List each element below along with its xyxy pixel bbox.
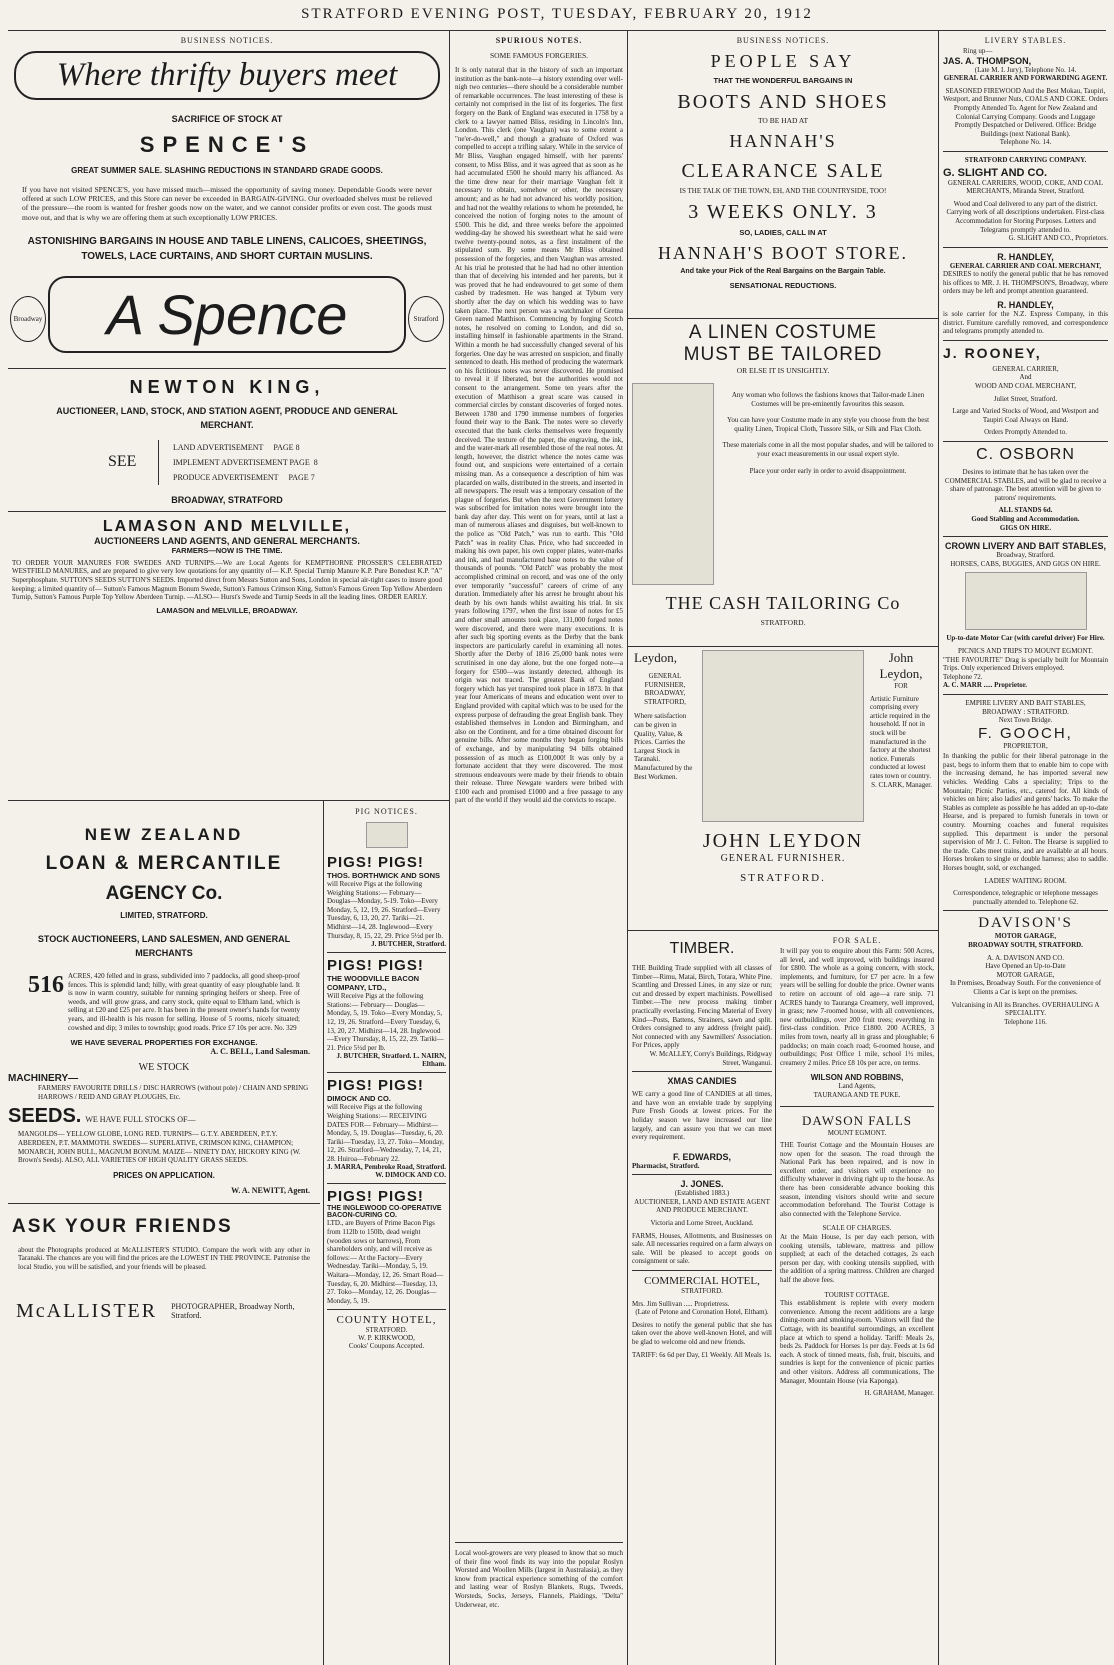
pigs-heading: PIGS! PIGS! [327, 1188, 424, 1206]
woodville-body: Will Receive Pigs at the following Stations:— February— Douglas—Monday, 5, 19. Toko—Every Monday, 5, 12, 19, 26. Stratford—Every Tuesday, 6, 13, 20, 27. Midhirst—14, 28. Inglewood—Every Thursday, 8, 15, 22, 29. Tariki—21. Price 5½d per lb. [327, 992, 444, 1052]
column-rule [775, 1000, 776, 1665]
spences-title: SPENCE'S [139, 132, 315, 157]
rooney-addr: Juliet Street, Stratford. [993, 394, 1058, 403]
inglewood-body: LTD., are Buyers of Prime Bacon Pigs from 112lb to 150lb, dead weight (wooden sows or barrows), From shareholders only, and will receive as follows:— At the Factory—Every Wednesday. Tariki—Monday, 5, 19. Waitara—Monday, 12, 26. Smart Road—Tuesday, 6, 20. Midhirst—Tuesday, 13, 27. Toko—Monday, 12, 26. Douglas—Monday, 5, 19. [327, 1219, 444, 1305]
linen-title2: MUST BE TAILORED [683, 344, 883, 365]
broadway-seal: Broadway [10, 296, 46, 342]
seeds-header [8, 1105, 320, 1128]
woodville-title: THE WOODVILLE BACON COMPANY, LTD., [327, 974, 420, 993]
woodville-sig: J. BUTCHER, Stratford. L. NAIRN, Eltham. [336, 1052, 446, 1069]
lamason-body: TO ORDER YOUR MANURES FOR SWEDES AND TURNIPS.—We are Local Agents for KEMPTHORNE PROSSER'S CELEBRATED WESTFIELD MANURES, and are prepared to give very low quotations for any quantity of— K.P. Special Turnip Manure K.P. Pure Bonedust K.P. "A" Superphosphate. SUTTON'S SEEDS SUTTON'S SEEDS. Imported direct from Messrs Sutton and Sons, London in special air-tight cases to insure good keeping; a limited quantity of— Sutton's Famous Magnum Bonum Swede, Sutton's Famous Crimson King, Sutton's Famous Green Top Yellow Aberdeen Turnip, Sutton's Famous Purple Top Yellow Aberdeen Turnip. —ALSO— Hurst's Swede and Turnip Seeds in all the leading lines. ORDER EARLY. [12, 558, 442, 602]
graham-sig: H. GRAHAM, Manager. [864, 1389, 934, 1398]
see-label: SEE [108, 452, 137, 470]
nzloan-title2: LOAN & MERCANTILE [45, 853, 283, 874]
tourist-body: This establishment is replete with every modern convenience. Among the recent additions are a large dining-room and smoking-room. Visitors will find the Cottage, with its beautiful surroundings, an excellent place at which to spend a holiday. Tariff: Meals 2s, beds 2s. Paddock for Horses 1s per day. Feeds at 1s 6d each. A stock of tinned meats, fish, fruit, biscuits, and sundries is kept for the convenience of picnic parties and other visitors. Address all communications, The Manager, Mountain House (via Kaponga). [780, 1299, 934, 1385]
see-block [108, 440, 446, 485]
mcallister-line [8, 1300, 320, 1323]
dimock-body: will Receive Pigs at the following Weighing Stations:— RECEIVING DATES FOR— February— Midhirst—Monday, 5, 19. Douglas—Tuesday, 6, 20. Tariki—Tuesday, 13, 27. Toko—Monday, 12, 26. Stratford—Wednesday, 7, 14, 21, 28. Huiroa—February 22. [327, 1103, 444, 1163]
seeds-sub: WE HAVE FULL STOCKS OF— [85, 1115, 196, 1125]
crown-horses: HORSES, CABS, BUGGIES, AND GIGS ON HIRE. [950, 559, 1101, 568]
dimock-sig: J. MARRA, Pembroke Road, Stratford. W. DIMOCK AND CO. [327, 1163, 446, 1180]
commercial-prop: Mrs. Jim Sullivan ..... Proprietress. [632, 1299, 730, 1308]
commercial-late: (Late of Petone and Coronation Hotel, Eltham). [635, 1308, 769, 1317]
thompson-name: JAS. A. THOMPSON, [943, 55, 1032, 66]
thompson-late: (Late M. I. Jury), Telephone No. 14. [974, 65, 1077, 74]
col1-top [8, 34, 446, 796]
xmas-body: WE carry a good line of CANDIES at all times, and have won an enviable trade by supplying Pure Fresh Goods at lowest prices. For the holiday season we have increased our line largely, and can assure you that we can meet every requirement. [632, 1090, 772, 1142]
pigs-heading: PIGS! PIGS! [327, 957, 424, 975]
col4-lower-right [780, 934, 934, 1660]
county-sig: W. P. KIRKWOOD, [358, 1334, 415, 1343]
linen-title1: A LINEN COSTUME [688, 322, 878, 343]
section-label: SPURIOUS NOTES. [495, 36, 583, 45]
handley-body: DESIRES to notify the general public that he has removed his offices to MR. J. H. THOMPSON'S, Broadway, where orders may be left and prompt attention guaranteed. [943, 270, 1108, 296]
machinery-items: FARMERS' FAVOURITE DRILLS / DISC HARROWS (without pole) / CHAIN AND SPRING HARROWS / REID AND GRAY PLOUGHS, Etc. [38, 1084, 309, 1101]
xmas-title: XMAS CANDIES [667, 1076, 737, 1087]
davison-vul: Vulcanising in All its Branches. OVERHAULING A SPECIALITY. [951, 1000, 1100, 1018]
acres-block [28, 972, 300, 1032]
thrifty-banner: Where thrifty buyers meet [14, 51, 440, 100]
leydon-row [634, 650, 932, 822]
ladies-line: SO, LADIES, CALL IN AT [739, 228, 827, 237]
slight-body: Wood and Coal delivered to any part of the district. Carrying work of all descriptions undertaken. First-class Accommodation for Storing Purposes. Letters and Telegrams promptly attended to. [946, 199, 1105, 234]
jones-sub: AUCTIONEER, LAND AND ESTATE AGENT AND PRODUCE MERCHANT. [634, 1197, 770, 1215]
sensational: SENSATIONAL REDUCTIONS. [729, 281, 837, 290]
gooch-name: F. GOOCH, [978, 724, 1073, 742]
stratford-seal: Stratford [408, 296, 444, 342]
davison-body: In Premises, Broadway South. For the convenience of Clients a Car is kept on the premises. [949, 979, 1102, 996]
wonderful-line: THAT THE WONDERFUL BARGAINS IN [713, 76, 853, 85]
scale-title: SCALE OF CHARGES. [822, 1224, 892, 1233]
section-label: BUSINESS NOTICES. [180, 36, 274, 45]
borthwick-sig: J. BUTCHER, Stratford. [371, 940, 446, 949]
pick-line: And take your Pick of the Real Bargains on the Bargain Table. [680, 268, 886, 275]
slight-sub: GENERAL CARRIERS, WOOD, COKE, AND COAL MERCHANTS, Miranda Street, Stratford. [947, 178, 1104, 196]
rooney-sub: GENERAL CARRIER, [992, 364, 1059, 373]
newton-address: BROADWAY, STRATFORD [171, 494, 283, 505]
seeds-list: MANGOLDS— YELLOW GLOBE, LONG RED. TURNIPS— G.T.Y. ABERDEEN, P.T.Y. ABERDEEN, P.T. MAMMOTH. SWEDES— SUPERLATIVE, CRIMSON KING, CHAMPION; MONARCH, JOHN BULL, MAGNUM BONUM. MAIZE— NINETY DAY, HICKORY KING (W. Brown's Seeds). ALSO, ALL VARIETIES OF HIGH QUALITY GRASS SEEDS. [18, 1130, 301, 1165]
lamason-time: FARMERS—NOW IS THE TIME. [171, 545, 283, 555]
spence-body: If you have not visited SPENCE'S, you have missed much—missed the opportunity of saving money. Dependable Goods were never offered at such LOW PRICES, and this Store can never be exceeded in BARGAIN-GIVING. Our overloaded shelves must be relieved of the pressure—the room is wanted for fresher goods now on the water, and we cannot consider profits or even cost. The goods must move out, and that is why we are offering them at such exceptionally LOW PRICES. [22, 185, 432, 222]
column-rule [449, 30, 450, 1665]
thompson-tel: Telephone No. 14. [999, 138, 1052, 147]
machinery-title: MACHINERY— [8, 1073, 79, 1085]
jones-addr: Victoria and Lorne Street, Auckland. [650, 1219, 754, 1228]
leydon-left [634, 650, 696, 822]
nzloan-limited: LIMITED, STRATFORD. [120, 911, 208, 920]
osborn-good: Good Stabling and Accommodation. [971, 514, 1080, 523]
crown-sig: A. C. MARR ..... Proprietor. [943, 681, 1027, 690]
pigs-heading: PIGS! PIGS! [327, 854, 424, 871]
davison-garage: MOTOR GARAGE, [996, 970, 1055, 979]
astonishing: ASTONISHING BARGAINS IN HOUSE AND TABLE LINENS, CALICOES, SHEETINGS, TOWELS, LACE CURTAINS, AND SHORT CURTAIN MUSLINS. [27, 235, 427, 262]
newitt-sig: W. A. NEWITT, Agent. [231, 1185, 310, 1195]
county-loc: STRATFORD. [365, 1326, 408, 1335]
rooney-merch: WOOD AND COAL MERCHANT, [974, 382, 1077, 391]
boot-store: HANNAH'S BOOT STORE. [657, 243, 909, 263]
davison-tel: Telephone 116. [1004, 1017, 1047, 1026]
pigs-heading: PIGS! PIGS! [327, 1077, 424, 1095]
jones-est: (Established 1883.) [674, 1189, 730, 1198]
three-weeks: 3 WEEKS ONLY. 3 [688, 201, 878, 223]
friends-title: ASK YOUR FRIENDS [12, 1215, 233, 1237]
leydon-r-body: Artistic Furniture comprising every article required in the household. If not in stock will be manufactured in the factory at the shortest notice. Funerals conducted at lowest rates town or country. [870, 694, 931, 780]
commercial-body: Desires to notify the general public that she has taken over the above well-known Hotel, and will be glad to welcome old and new friends. [632, 1320, 772, 1346]
masthead-rule [8, 30, 1106, 31]
masthead: STRATFORD EVENING POST, TUESDAY, FEBRUARY 20, 1912 [301, 6, 813, 22]
crown-addr: Broadway, Stratford. [996, 551, 1055, 560]
see-row: IMPLEMENT ADVERTISEMENT PAGE 8 [173, 457, 318, 467]
column-rule [323, 800, 324, 1665]
timber-body: THE Building Trade supplied with all classes of Timber—Rimu, Matai, Birch, Totara, White Pine. Scantling and Dressed Lines, in any size or run; cut and dressed by expert machinists. Powellised Timber.—The new process making timber practically everlasting. Fencing Material of Every Kind—Posts, Battens, Strainers, sawn and split. Orders consigned to any address (freight paid). Not connected with any Sawmillers' Association. For Prices, apply [632, 964, 772, 1050]
dawson-body: THE Tourist Cottage and the Mountain Houses are now open for the season. The road through the National Park has been repaired, and is now in excellent order, and visitors will experience no difficulty whatever in driving right up to the house. As there has been considerable advance booking this season, intending visitors should write and secure accommodation beforehand. The Tourist Cottage is also connected with the Telephone Service. [780, 1141, 934, 1218]
lamason-sig: LAMASON and MELVILLE, BROADWAY. [156, 605, 298, 615]
rooney-and: And [1019, 373, 1032, 382]
handley2-name: R. HANDLEY, [997, 300, 1054, 311]
column-rule [938, 30, 939, 1665]
friends-body: about the Photographs produced at McALLISTER'S STUDIO. Compare the work with any other in Taranaki. The chances are you will find the prices are the LOWEST IN THE PROVINCE. Patronise the local Studio, you will be satisfied, and your friends will be pleased. [18, 1245, 310, 1271]
gooch-sub: PROPRIETOR, [1003, 741, 1048, 750]
timber-sig: W. McALLEY, Corry's Buildings, Ridgway Street, Wanganui. [649, 1049, 772, 1067]
bell-sig: A. C. BELL, Land Salesman. [210, 1047, 310, 1057]
rooney-name: J. ROONEY, [943, 344, 1042, 361]
prices-line: PRICES ON APPLICATION. [113, 1170, 215, 1180]
section-label: PIG NOTICES. [355, 807, 418, 816]
osborn-body: Desires to intimate that he has taken over the COMMERCIAL STABLES, and will be glad to receive a share of patronage. The best attention will be given to patrons' requirements. [944, 468, 1107, 502]
thompson-sub: GENERAL CARRIER AND FORWARDING AGENT. [943, 74, 1108, 83]
osborn-stands: ALL STANDS 6d. [998, 506, 1053, 515]
spence-logo [8, 276, 446, 360]
newton-title: NEWTON KING, [129, 376, 325, 397]
forsale-body: It will pay you to enquire about this Farm: 500 Acres, all level, and well improved, with buildings insured for £800. The whole as a going concern, with stock, implements, and furniture, for £7 per acre. In a few years will be selling for double the price. Owner wants to retire on account of old age—a rare snip. 71 ACRES handy to Tauranga Creamery, well improved, in grass; new 7-roomed house, with all conveniences, new outbuildings, over 200 fruit trees; everything in first-class condition. Price £1800. 200 ACRES, 3 miles from town, nearly all in grass and ploughable; 6 paddocks; on main coach road; 6-roomed house, and outbuildings; Post Office 1 mile, school 1½ miles, creamery 2 miles. Price £8 10s per acre, on terms. [780, 947, 934, 1067]
motor-car-illustration [965, 572, 1087, 630]
nzloan-stock: STOCK AUCTIONEERS, LAND SALESMEN, AND GENERAL MERCHANTS [37, 934, 291, 958]
see-list [158, 440, 318, 485]
carrying-co: STRATFORD CARRYING COMPANY. [964, 155, 1087, 164]
crown-drag: "THE FAVOURITE" Drag is specially built for Mountain Trips. Only experienced Drivers employed. [943, 655, 1108, 673]
handley2-body: is sole carrier for the N.Z. Express Company, in this district. Furniture carefully removed, and correspondence and telegrams promptly attended to. [943, 310, 1108, 336]
mcallister-sub: PHOTOGRAPHER, Broadway North, Stratford. [171, 1302, 295, 1320]
ringup: Ring up— [963, 47, 993, 55]
leydon-l-sub: GENERAL FURNISHER, BROADWAY, STRATFORD, [644, 672, 686, 706]
commercial-title: COMMERCIAL HOTEL, [644, 1275, 760, 1288]
mcallister-name: McALLISTER [16, 1299, 158, 1322]
osborn-gigs: GIGS ON HIRE. [999, 523, 1052, 532]
pig-illustration [366, 822, 408, 848]
column-rule [627, 30, 628, 1665]
crown-title: CROWN LIVERY AND BAIT STABLES, [944, 541, 1106, 552]
gooch-body: In thanking the public for their liberal patronage in the past, begs to inform them that to enable him to cope with the increasing demand, he has imported several new vehicles. Wedding Cabs a speciality; Trips to the Mountain; Picnic Parties, etc., catered for. All kinds of vehicles on hire; also ladies' and gents' hacks. To make the Stables as complete as possible he has added an up-to-date Hearse, and is prepared to furnish funerals in town or country. Mourning coaches and funeral requisites supplied. This department is under the personal supervision of Mr J. C. Felton. The Hearse is supplied to the trade. Cabs meet trains, and are available at all hours. Horses broken to single or double harness; also to saddle. Horses bought, sold, or exchanged. [943, 752, 1108, 872]
hannahs-ad [632, 34, 934, 334]
borthwick-body: will Receive Pigs at the following Weighing Stations:— February— Douglas—Monday, 5-19. Toko—Every Monday, 5, 12, 19, 26. Stratford—Every Tuesday, 6, 13, 20, 27. Tariki—21. Midhirst—14, 28. Inglewood—Every Thursday, 8, 15, 22, 29. Price 5½d per lb. [327, 880, 443, 940]
inglewood-title: THE INGLEWOOD CO-OPERATIVE BACON-CURING CO. [327, 1205, 442, 1220]
tobehad: TO BE HAD AT [757, 116, 809, 125]
boots-shoes: BOOTS AND SHOES [677, 91, 889, 113]
slight-name: G. SLIGHT AND CO. [943, 166, 1048, 179]
davison-open: Have Opened an Up-to-Date [985, 962, 1066, 971]
jones-name: J. JONES. [680, 1179, 724, 1190]
leydon-gf: GENERAL FURNISHER. [720, 853, 846, 864]
spurious-sub: SOME FAMOUS FORGERIES. [489, 51, 588, 60]
commercial-tariff: TARIFF: 6s 6d per Day, £1 Weekly. All Meals 1s. [632, 1350, 772, 1359]
leydon-portrait [702, 650, 864, 822]
nzloan-title1: NEW ZEALAND [84, 825, 244, 844]
gooch-corr: Correspondence, telegraphic or telephone messages punctually attended to. Telephone 62. [953, 889, 1098, 906]
people-say: PEOPLE SAY [710, 51, 856, 71]
leydon-r-for: FOR [894, 682, 908, 690]
edwards-name: F. EDWARDS, [672, 1151, 731, 1162]
linen-p4: Place your order early in order to avoid disappointment. [749, 466, 907, 475]
spurious-column [455, 34, 623, 1660]
gooch-ladies: LADIES' WAITING ROOM. [984, 876, 1067, 885]
nzloan-title3: AGENCY Co. [105, 883, 223, 904]
linen-content [632, 383, 934, 585]
county-note: Cooks' Coupons Accepted. [348, 1342, 425, 1351]
crown-car: Up-to-date Motor Car (with careful driver) For Hire. [946, 634, 1105, 643]
wilson-loc: TAURANGA AND TE PUKE. [813, 1090, 901, 1099]
livery-column [943, 34, 1108, 1660]
handley-name: R. HANDLEY, [997, 251, 1054, 262]
leydon-l-body: Where satisfaction can be given in Quality, Value, & Prices. Carries the Largest Stock in Taranaki. Manufactured by the Best Workmen. [634, 712, 693, 781]
rooney-orders: Orders Promptly Attended to. [984, 428, 1067, 437]
see-row: LAND ADVERTISEMENT PAGE 8 [173, 442, 300, 452]
unsightly: OR ELSE IT IS UNSIGHTLY. [736, 366, 830, 375]
dimock-title: DIMOCK AND CO. [327, 1094, 391, 1104]
empire-title: EMPIRE LIVERY AND BAIT STABLES, [965, 698, 1086, 707]
leydon-r2: Leydon, [879, 666, 923, 681]
leydon-r-sig: S. CLARK, Manager. [871, 780, 932, 789]
wilson-name: WILSON AND ROBBINS, [810, 1073, 904, 1083]
we-stock: WE STOCK [138, 1062, 190, 1074]
slight-sig: G. SLIGHT AND CO., Proprietors. [1008, 234, 1108, 243]
crown-tel: Telephone 72. [943, 672, 983, 681]
pigs-column [327, 805, 446, 1660]
jones-body: FARMS, Houses, Allotments, and Businesses on sale. All necessaries required on a farm always on sale. Will be pleased to accept goods on consignment or sale. [632, 1231, 772, 1266]
newton-sub: AUCTIONEER, LAND, STOCK, AND STATION AGENT, PRODUCE AND GENERAL MERCHANT. [56, 405, 398, 430]
leydon-l-name: Leydon, [634, 650, 677, 665]
cash-tailoring: THE CASH TAILORING Co [665, 593, 901, 613]
lamason-sub: AUCTIONEERS LAND AGENTS, AND GENERAL MERCHANTS. [94, 535, 360, 546]
dawson-title: DAWSON FALLS [801, 1112, 913, 1128]
commercial-loc: STRATFORD. [681, 1287, 723, 1296]
section-label: LIVERY STABLES. [984, 36, 1067, 45]
hannahs: HANNAH'S [729, 131, 837, 151]
crown-picnic: PICNICS AND TRIPS TO MOUNT EGMONT. [957, 646, 1094, 655]
seeds-title: SEEDS. [8, 1105, 82, 1128]
wilson-sub: Land Agents, [838, 1082, 876, 1091]
rooney-body: Large and Varied Stocks of Wood, and Westport and Taupiri Coal Always on Hand. [952, 407, 1099, 424]
davison-sub: MOTOR GARAGE, [994, 932, 1057, 941]
empire-addr: BROADWAY : STRATFORD. [982, 707, 1069, 716]
leydon-right [870, 650, 932, 822]
thompson-body: SEASONED FIREWOOD And the Best Mokau, Taupiri, Westport, and Brunner Nuts, COALS AND COKE. Orders Promptly Attended To. Agent for New Zealand and Colonial Carrying Company. Goods and Luggage Promptly Despatched or Delivered. Office: Bridge Buildings (next National Bank). [943, 86, 1108, 138]
davison-title: DAVISON'S [978, 915, 1073, 932]
davison-addr: BROADWAY SOUTH, STRATFORD. [968, 940, 1083, 949]
county-title: COUNTY HOTEL, [336, 1314, 437, 1327]
linen-p1: Any woman who follows the fashions knows that Tailor-made Linen Costumes will be pre-eminently favourites this season. [731, 391, 925, 408]
acres-body: ACRES, 420 felled and in grass, subdivided into 7 paddocks, all good sheep-proof fences. This is splendid land; hilly, with great quantity of easy ploughable land. It is now in warm country, suitable for running springing heifers or sheep. Free of weeds, and will grow grass, and carry stock, quite equal to Eltham land, which is selling at £20 and £25 per acre. It has been in the present owner's hands for twenty years, and ill-health is his reason for selling. House of 5 rooms, nicely situated; cowshed and dip; 3 miles to township; good roads. Price £7 10s per acre. No. 329 [68, 972, 300, 1032]
talk-line: IS THE TALK OF THE TOWN, EH, AND THE COUNTRYSIDE, TOO! [679, 187, 887, 195]
spurious-body: It is only natural that in the history of such an important institution as the bank-note—a history extending over well-nigh two centuries—there should be a considerable number of remarkable occurrences. The least interesting of these is certainly not comprised in the list of its forgeries. The first forgery on the Bank of England was executed in 1758 by a clerk to a lawyer named Bliss, residing in Lincoln's Inn, London. This clerk (one Vaughan) was to some extent a "ne'er-do-well," and though a graduate of Oxford was compelled to accept a trifling salary. While in the service of Mr Bliss, Vaughan engaged himself, with her parents' consent, to Miss Bliss, and it was agreed that as soon as he had accumulated £500 he should marry his affianced. As the time drew near for their marriage Vaughan felt it necessary to obtain, somehow or other, the necessary amount; and as he had not advanced his worldly position, and had not the wealthy relations to whom he pretended, he conceived the notion of forging notes to the amount of £500. This he did, and three weeks before the appointed wedding-day he showed his sweetheart what he said were twelve twenty-pound notes, as a first instalment of the stipulated sum. By some means Mr Bliss obtained possession of the forgeries, and then Vaughan was arrested. At his trial he protested that he had had no other intention than that of deceiving his intended and her parents, but it was proved that he had endeavoured to get some of them cashed by tradesmen. He was hanged at Tyburn very shortly after the day on which his wedding was to have taken place. The next person was a watchmaker of Gretna Green named Matthison. Commencing by forging Scotch notes, he resolved on coming to London, and did so, installing himself in fashionable apartments in the Strand. Within a month he had successfully changed several of his forgeries. One day he was arrested on suspicion, and finally sentenced to death. His method of producing the watermark on his fictitious notes was never discovered. He promised to reveal it if liberated, but the authorities would not consent to the arrangement. Some ten years after the execution of Matthison a great scare was caused in commercial circles by constant discoveries of forged notes. Between 1780 and 1790 immense numbers of forgeries found their way to the Bank. The notes were so cleverly executed that the bank clerks themselves were frequently deceived. The texture of the paper, the engraving, the ink, and the water-mark all resembled those of the real notes. At length, however, the district whence the notes came was found out, and suspicions were entertained of a certain missing man. As a consequence a description of him was placarded on walls, distributed in the streets, and inserted in all newspapers. The result was a temporary cessation of the plague of forgeries. But when the next Government lottery was subscribed for imitation notes were brought into the bank day after day. This went on for years, until at last a man of numerous aliases and disguises, but well-known to the police as "Old Patch," was run to earth. This "Old Patch" was in reality Chas. Price, who had succeeded in making his own paper, his own copper plates, water-marks and ink, and had manufactured base notes to the value of thousands of pounds. "Old Patch" was probably the most accomplished criminal on record, and was one of the only ever temporarily "successful" careers of crime of any duration. Immediately after his arrest he brought about his death by his own hands whilst awaiting his trial. In six years following 1797, when the first issue of notes for £5 and other small amounts took place, 131,000 forged notes were discovered, and there were many executions. It is after such big sporting events as the Derby that the bank inspectors are particularly careful in examining all notes. Shortly after the Derby of 1816 25,000 bank notes were scrutinised in one day alone, but the one forged note—a forgery for £500—was instantly detected, although its origin was not traced. The greatest Bank of England forgery which has yet transpired took place in 1873. In that year four Americans of means and education went over to England provided with capital which was to be used for the express purpose of defrauding the great English bank. They established themselves in London and Birmingham, and also on the Continent, and for a time obtained discount for genuine bills. After some months they began forging bills of exchange, and by manipulating 94 bills obtained possession of as much as £100,000! It was only by a fortunate accident that they were discovered. The most strenuous endeavours were made by their friends to obtain their release. Three Newgate warders were bribed with £100 each and promised £1000 and a free passage to any part of the world if they would aid the convicts to escape. [455, 66, 623, 805]
linen-p2: You can have your Costume made in any style you choose from the best quality Linen, Tropical Cloth, Tussore Silk, or Silk and Flax Cloth. [726, 416, 930, 433]
leydon-r1: John [888, 650, 914, 665]
linen-p3: These materials come in all the most popular shades, and will be tailored to your exact measurements in our usual expert style. [722, 441, 934, 458]
col4-lower-left [632, 934, 772, 1660]
nzloan-column [8, 805, 320, 1660]
clearance-sale: CLEARANCE SALE [681, 160, 885, 182]
lady-illustration [632, 383, 714, 585]
sacrifice-line: SACRIFICE OF STOCK AT [171, 114, 283, 124]
borthwick-title: THOS. BORTHWICK AND SONS [327, 871, 441, 880]
scale-body: At the Main House, 1s per day each person, with cooking utensils, tableware, mattress and pillow supplied; at each of the detached cottages, 2s each person per day, with cooking utensils supplied, with the addition of a spring mattress. Children are charged half the above fees. [780, 1233, 934, 1284]
linen-ad [632, 322, 934, 644]
lamason-title: LAMASON AND MELVILLE, [102, 517, 352, 535]
timber-title: TIMBER. [669, 940, 735, 957]
summer-sale: GREAT SUMMER SALE. SLASHING REDUCTIONS IN STANDARD GRADE GOODS. [71, 166, 383, 175]
osborn-name: C. OSBORN [976, 446, 1075, 463]
spence-logo-text: A Spence [48, 276, 406, 353]
leydon-strat: STRATFORD. [740, 872, 826, 884]
acres-number: 516 [28, 972, 64, 998]
section-label: BUSINESS NOTICES. [736, 36, 830, 45]
linen-text [714, 383, 934, 585]
see-row: PRODUCE ADVERTISEMENT PAGE 7 [173, 472, 315, 482]
tourist-title: TOURIST COTTAGE. [824, 1290, 890, 1299]
handley-sub: GENERAL CARRIER AND COAL MERCHANT, [949, 261, 1102, 270]
exchange-line: WE HAVE SEVERAL PROPERTIES FOR EXCHANGE. [70, 1038, 258, 1048]
cash-loc: STRATFORD. [760, 618, 806, 627]
forsale-title: FOR SALE. [832, 936, 882, 945]
leydon-name: JOHN LEYDON [702, 830, 864, 852]
edwards-sub: Pharmacist, Stratford. [632, 1161, 700, 1170]
dawson-sub: MOUNT EGMONT. [827, 1128, 887, 1137]
leydon-ad [634, 650, 932, 926]
davison-names: A. A. DAVISON AND CO. [986, 953, 1065, 962]
empire-next: Next Town Bridge. [998, 716, 1053, 725]
roslyn-footer: Local wool-growers are very pleased to know that so much of their fine wool finds its way into the popular Roslyn Worsted and Woollen Mills (largest in Australasia), as they know from practical experience something of the comfort and lasting wear of Roslyn Blankets, Rugs, Tweeds, Worsteds, Socks, Jerseys, Flannels, Plaidings, "Delta" Underwear, etc. [455, 1549, 623, 1609]
